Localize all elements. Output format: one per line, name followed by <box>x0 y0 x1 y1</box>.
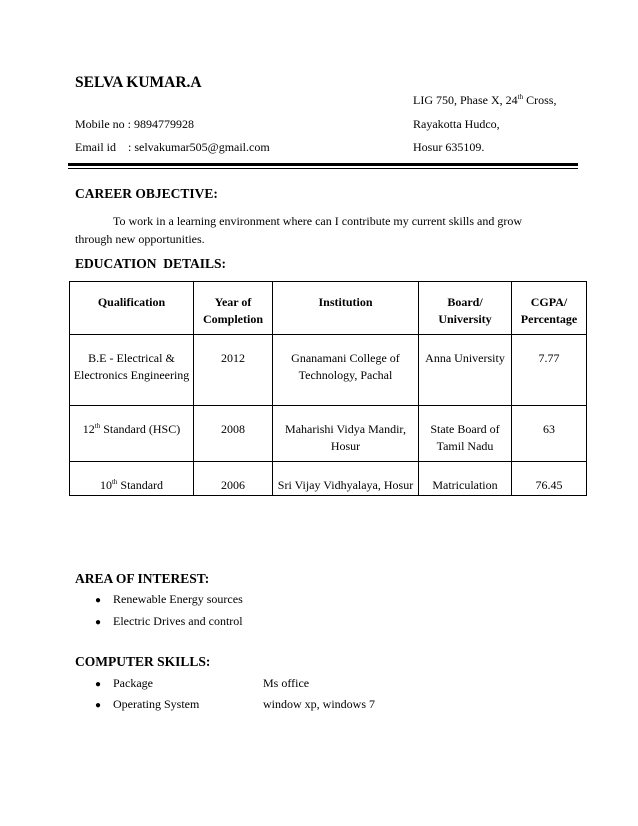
column-header: Year of Completion <box>194 282 273 335</box>
header-divider-thick <box>68 163 578 166</box>
mobile-number: Mobile no : 9894779928 <box>75 117 194 131</box>
header-divider-thin <box>68 168 578 169</box>
column-header: CGPA/ Percentage <box>512 282 587 335</box>
address-line-2: Rayakotta Hudco, <box>413 117 500 131</box>
board-cell: Anna University <box>419 335 512 406</box>
bullet-icon: ● <box>95 595 102 606</box>
table-header-row <box>70 282 587 335</box>
bullet-icon: ● <box>95 617 102 628</box>
table-row <box>70 462 587 496</box>
career-objective-heading: CAREER OBJECTIVE: <box>75 186 218 201</box>
bullet-icon: ● <box>95 679 102 690</box>
career-objective-text: To work in a learning environment where can I contribute my current skills and grow through new opportunities. <box>75 214 523 246</box>
list-item: Renewable Energy sources <box>113 592 243 606</box>
institution-cell: Gnanamani College of Technology, Pachal <box>273 335 419 406</box>
email-address: Email id : selvakumar505@gmail.com <box>75 140 270 154</box>
table-row <box>70 406 587 462</box>
education-heading: EDUCATION DETAILS: <box>75 256 227 271</box>
board-cell: State Board of Tamil Nadu <box>419 406 512 462</box>
board-cell: Matriculation <box>419 462 512 496</box>
column-header: Board/ University <box>419 282 512 335</box>
column-header: Institution <box>273 282 419 335</box>
address-line-1: LIG 750, Phase X, 24th Cross, <box>413 93 557 107</box>
skill-label: Package <box>113 676 153 690</box>
computer-skills-heading: COMPUTER SKILLS: <box>75 654 211 669</box>
year-cell: 2006 <box>194 462 273 496</box>
education-table <box>69 281 587 496</box>
year-cell: 2012 <box>194 335 273 406</box>
score-cell: 7.77 <box>512 335 587 406</box>
qualification-cell: 10th Standard <box>70 462 194 496</box>
year-cell: 2008 <box>194 406 273 462</box>
candidate-name: SELVA KUMAR.A <box>75 74 202 91</box>
qualification-cell: 12th Standard (HSC) <box>70 406 194 462</box>
qualification-cell: B.E - Electrical & Electronics Engineering <box>70 335 194 406</box>
score-cell: 76.45 <box>512 462 587 496</box>
bullet-icon: ● <box>95 700 102 711</box>
skill-label: Operating System <box>113 697 200 711</box>
skill-value: window xp, windows 7 <box>263 697 376 711</box>
table-row <box>70 335 587 406</box>
address-line-3: Hosur 635109. <box>413 140 485 154</box>
institution-cell: Maharishi Vidya Mandir, Hosur <box>273 406 419 462</box>
skill-value: Ms office <box>263 676 310 690</box>
column-header: Qualification <box>70 282 194 335</box>
institution-cell: Sri Vijay Vidhyalaya, Hosur <box>273 462 419 496</box>
score-cell: 63 <box>512 406 587 462</box>
list-item: Electric Drives and control <box>113 614 243 628</box>
area-of-interest-heading: AREA OF INTEREST: <box>75 571 210 586</box>
